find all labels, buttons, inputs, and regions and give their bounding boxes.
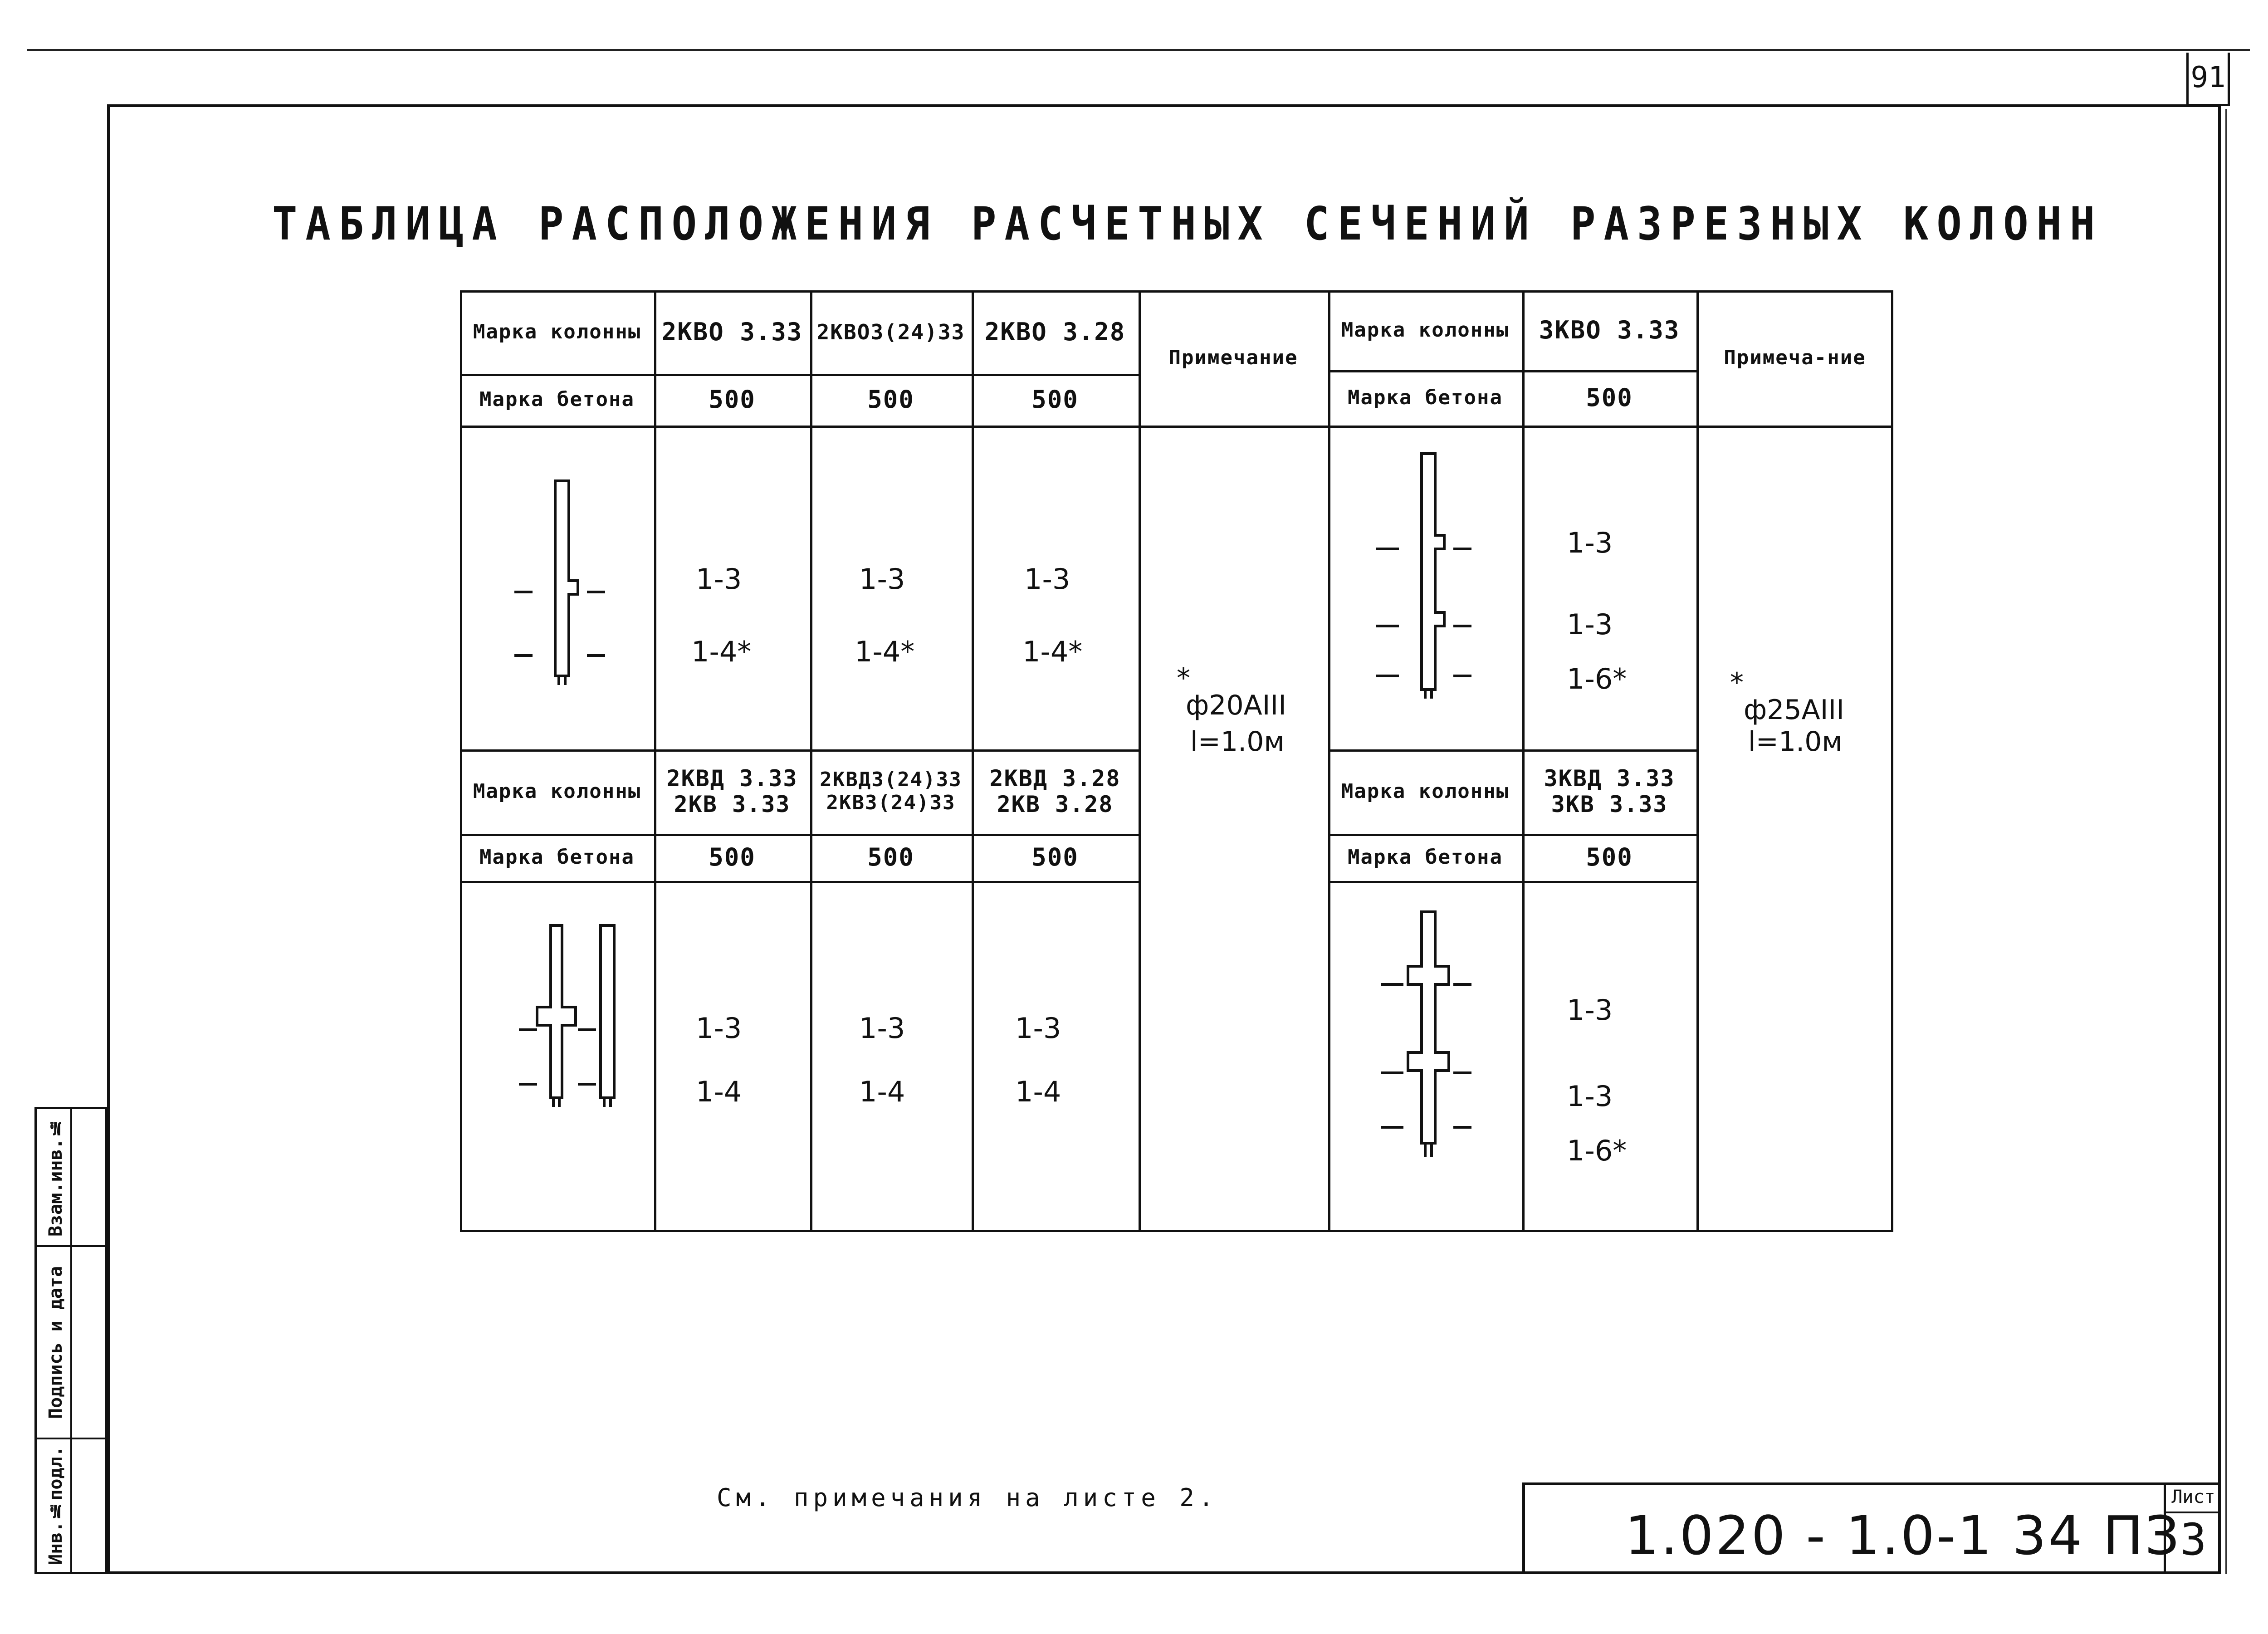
sketch-double-column — [487, 907, 650, 1152]
sections-table — [460, 290, 1893, 1232]
top-concrete-right: 500 — [1586, 383, 1633, 412]
concrete-label-bottom-right: Марка бетона — [1348, 845, 1503, 869]
bottom-concrete-right: 500 — [1586, 842, 1633, 871]
side-strip-cell-inv — [37, 1109, 105, 1247]
sketch-single-bracket-column — [487, 463, 632, 708]
side-label-inv-zam: Взам.инв.№ — [45, 1117, 66, 1237]
bottom-mark-1 — [654, 749, 810, 834]
grid-v-4 — [1139, 290, 1141, 1232]
grid-h-left-2 — [460, 426, 1139, 428]
bottom-concrete-1: 500 — [709, 842, 756, 871]
note-left-line1: ф20АIII — [1186, 690, 1286, 721]
note-left-line2: l=1.0м — [1190, 726, 1285, 758]
bottom-mark-3-line2: 2КВ 3.28 — [997, 791, 1114, 817]
top-mark-right: 3КВО 3.33 — [1539, 315, 1680, 344]
top-sec-2-a: 1-3 — [859, 563, 905, 596]
header-column-mark-bottom-right: Марка колонны — [1341, 779, 1510, 803]
bottom-mark-2-line1: 2КВД3(24)33 — [820, 768, 962, 792]
note-right-line2: l=1.0м — [1748, 726, 1843, 758]
top-sec-3-a: 1-3 — [1024, 563, 1070, 596]
concrete-label-top: Марка бетона — [479, 387, 635, 411]
grid-h-right-2 — [1328, 426, 1696, 428]
side-label-sign-date: Подпись и дата — [45, 1266, 66, 1419]
bottom-concrete-2: 500 — [867, 842, 914, 871]
grid-h-right-note — [1696, 426, 1893, 428]
bottom-sec-3-a: 1-3 — [1015, 1012, 1061, 1045]
bottom-mark-1-line2: 2КВ 3.33 — [674, 791, 791, 817]
header-column-mark-right: Марка колонны — [1341, 318, 1510, 342]
bottom-sec-right-a: 1-3 — [1567, 993, 1613, 1027]
side-stamp-strip — [34, 1107, 107, 1574]
header-column-mark: Марка колонны — [473, 320, 641, 343]
side-strip-cell-podl — [37, 1439, 105, 1572]
bottom-sec-right-c: 1-6* — [1567, 1134, 1627, 1167]
page-number: 91 — [2186, 53, 2230, 106]
sheet-label: Лист — [2166, 1482, 2221, 1513]
top-mark-2: 2КВО3(24)33 — [816, 319, 965, 344]
top-sec-1-a: 1-3 — [696, 563, 742, 596]
concrete-label-bottom: Марка бетона — [479, 845, 635, 869]
note-header: Примечание — [1168, 346, 1298, 369]
header-column-mark-bottom: Марка колонны — [473, 779, 641, 803]
sheet-number: 3 — [2180, 1514, 2207, 1565]
top-concrete-3: 500 — [1031, 385, 1079, 414]
top-concrete-1: 500 — [709, 385, 756, 414]
grid-h-right-5 — [1328, 881, 1696, 883]
top-sec-right-b: 1-3 — [1567, 608, 1613, 641]
grid-h-note-1 — [1139, 426, 1328, 428]
bottom-sec-right-b: 1-3 — [1567, 1080, 1613, 1113]
top-sec-1-b: 1-4* — [691, 635, 752, 668]
bottom-mark-3-line1: 2КВД 3.28 — [989, 765, 1121, 792]
page-title: ТАБЛИЦА РАСПОЛОЖЕНИЯ РАСЧЕТНЫХ СЕЧЕНИЙ РАЗРЕЗНЫХ КОЛОНН — [272, 197, 2103, 251]
bottom-sec-1-b: 1-4 — [696, 1075, 742, 1108]
bottom-concrete-3: 500 — [1031, 842, 1079, 871]
sketch-two-bracket-column — [1358, 445, 1503, 726]
bottom-mark-2 — [810, 749, 972, 834]
top-mark-1: 2КВО 3.33 — [661, 317, 803, 346]
top-sec-right-a: 1-3 — [1567, 526, 1613, 559]
note-right-star: * — [1730, 667, 1744, 699]
bottom-mark-right-line2: 3КВ 3.33 — [1551, 791, 1668, 817]
top-sec-3-b: 1-4* — [1022, 635, 1083, 668]
title-block-stamp — [1522, 1482, 2221, 1574]
bottom-sec-3-b: 1-4 — [1015, 1075, 1061, 1108]
sketch-two-bracket-symmetric-column — [1358, 898, 1503, 1198]
side-strip-cell-sign — [37, 1247, 105, 1439]
note-left-star: * — [1177, 662, 1190, 694]
bottom-sec-1-a: 1-3 — [696, 1012, 742, 1045]
top-sec-right-c: 1-6* — [1567, 662, 1627, 695]
table-border-right — [1891, 290, 1893, 1232]
bottom-mark-right — [1522, 749, 1696, 834]
right-edge-line — [2225, 109, 2227, 1574]
bottom-mark-1-line1: 2КВД 3.33 — [666, 765, 798, 792]
concrete-label-top-right: Марка бетона — [1348, 386, 1503, 409]
top-mark-3: 2КВО 3.28 — [984, 317, 1126, 346]
note-header-right: Примеча-ние — [1724, 346, 1866, 369]
grid-h-left-5 — [460, 881, 1139, 883]
bottom-sec-2-b: 1-4 — [859, 1075, 905, 1108]
table-border-bottom — [460, 1230, 1893, 1232]
top-border-line — [27, 49, 2250, 51]
top-sec-2-b: 1-4* — [855, 635, 915, 668]
sheet-box — [2164, 1482, 2221, 1574]
top-concrete-2: 500 — [867, 385, 914, 414]
footnote: См. примечания на листе 2. — [717, 1483, 1218, 1512]
bottom-sec-2-a: 1-3 — [859, 1012, 905, 1045]
bottom-mark-right-line1: 3КВД 3.33 — [1544, 765, 1675, 792]
bottom-mark-2-line2: 2КВ3(24)33 — [826, 791, 956, 814]
document-code: 1.020 - 1.0-1 34 ПЗ — [1625, 1504, 2181, 1567]
grid-v-7 — [1696, 290, 1699, 1232]
side-label-inv-podl: Инв.№подл. — [45, 1446, 66, 1566]
note-right-line1: ф25АIII — [1744, 694, 1844, 726]
bottom-mark-3 — [972, 749, 1139, 834]
